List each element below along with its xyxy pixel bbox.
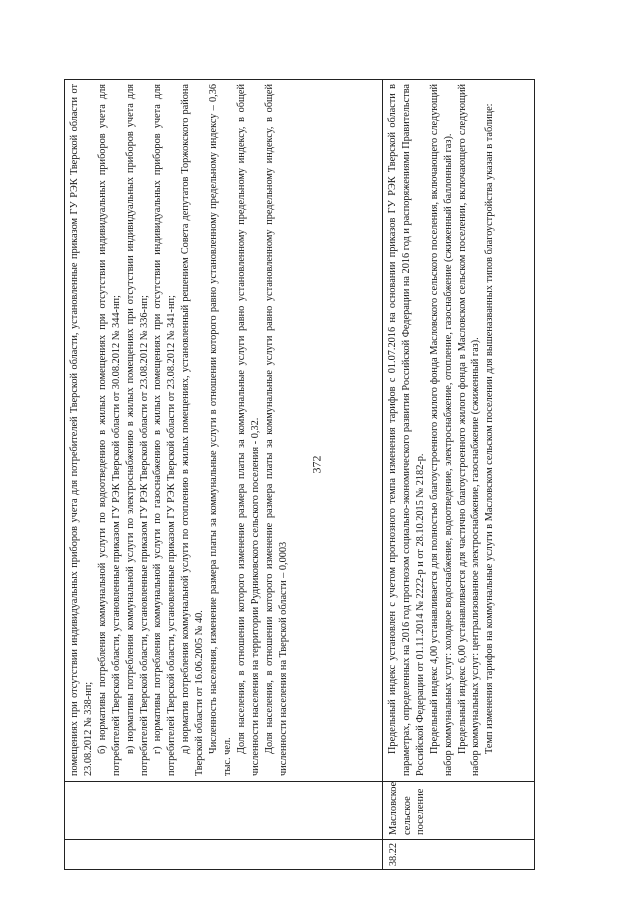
paragraph: Темп изменения тарифов на коммунальные услуги в Масловском сельском поселении для вышеназванных типов благоустройства указан в таблице:: [484, 103, 496, 754]
paragraph: Численность населения, изменение размера платы за коммунальные услуги в отношении которого равно установленному предельному индексу – 0,36 тыс. чел.: [208, 84, 233, 776]
table-row: [65, 80, 383, 870]
paragraph: д) норматив потребления коммунальной услуги по отоплению в жилых помещениях, установленный решением Совета депутатов Торжокского района Тверской области от 16.06.2005 № 40.: [180, 84, 206, 776]
row-number-cell: [383, 840, 535, 870]
row-number: 38.22: [388, 842, 399, 867]
paragraph: в) нормативы потребления коммунальной услуги по электроснабжению в жилых помещениях при отсутствии индивидуальных приборов учета для потребителей Тверской области, установленные приказом ГУ РЭК Тверской области от 23.08.2012 № 336-нп;: [124, 84, 150, 776]
tariff-table: [64, 79, 535, 870]
settlement-cell: [65, 782, 383, 840]
description-cell: [383, 80, 535, 782]
settlement-cell: [383, 782, 535, 840]
paragraph: Предельный индекс установлен с учетом прогнозного темпа изменения тарифов с 01.07.2016 на основании приказов ГУ РЭК Тверской области в параметрах, определенных на 2016 год прогнозом социально-экономического развития Российской Федерации на 2016 год и распоряжениями Правительства Российской Федерации от 01.11.2014 № 2222-р и от 28.10.2015 № 2182-р.: [387, 84, 426, 776]
paragraph: Доля населения, в отношении которого изменение размера платы за коммунальные услуги равно установленному предельному индексу, в общей численности населения на территории Рудниковского сельского поселения - 0,32.: [235, 84, 261, 776]
table-row: [383, 80, 535, 870]
rotated-table-area: [64, 80, 534, 870]
paragraph: Предельный индекс 6,00 устанавливается для частично благоустроенного жилого фонда в Масловском сельском поселении, включающего следующий набор коммунальных услуг: централизованное электроснабжение, газоснабжение (сжиженный газ).: [456, 84, 482, 776]
settlement-name: Масловское сельское поселение: [388, 781, 426, 835]
paragraph: помещениях при отсутствии индивидуальных приборов учета для потребителей Тверской области, установленные приказом ГУ РЭК Тверской области от 23.08.2012 № 338-нп;: [69, 84, 94, 776]
paragraph: б) нормативы потребления коммунальной услуги по водоотведению в жилых помещениях при отсутствии индивидуальных приборов учета для потребителей Тверской области, установленные приказом ГУ РЭК Тверской области от 30.08.2012 № 344-нп;: [96, 84, 122, 776]
paragraph: г) нормативы потребления коммунальной услуги по газоснабжению в жилых помещениях при отсутствии индивидуальных приборов учета для потребителей Тверской области, установленные приказом ГУ РЭК Тверской области от 23.08.2012 № 341-нп;: [152, 84, 178, 776]
row-number-cell: [65, 840, 383, 870]
description-cell: [65, 80, 383, 782]
paragraph: Предельный индекс 4,00 устанавливается для полностью благоустроенного жилого фонда Масловского сельского поселения, включающего следующий набор коммунальных услуг: холодное водоснабжение, водоотведение, электроснабжение, отопление, газоснабжение (сжиженный баллонный газ).: [428, 84, 454, 776]
page-number-text: 372: [309, 455, 324, 473]
paragraph: Доля населения, в отношении которого изменение размера платы за коммунальные услуги равно установленному предельному индексу, в общей численности населения на Тверской области – 0,0003: [263, 84, 289, 776]
